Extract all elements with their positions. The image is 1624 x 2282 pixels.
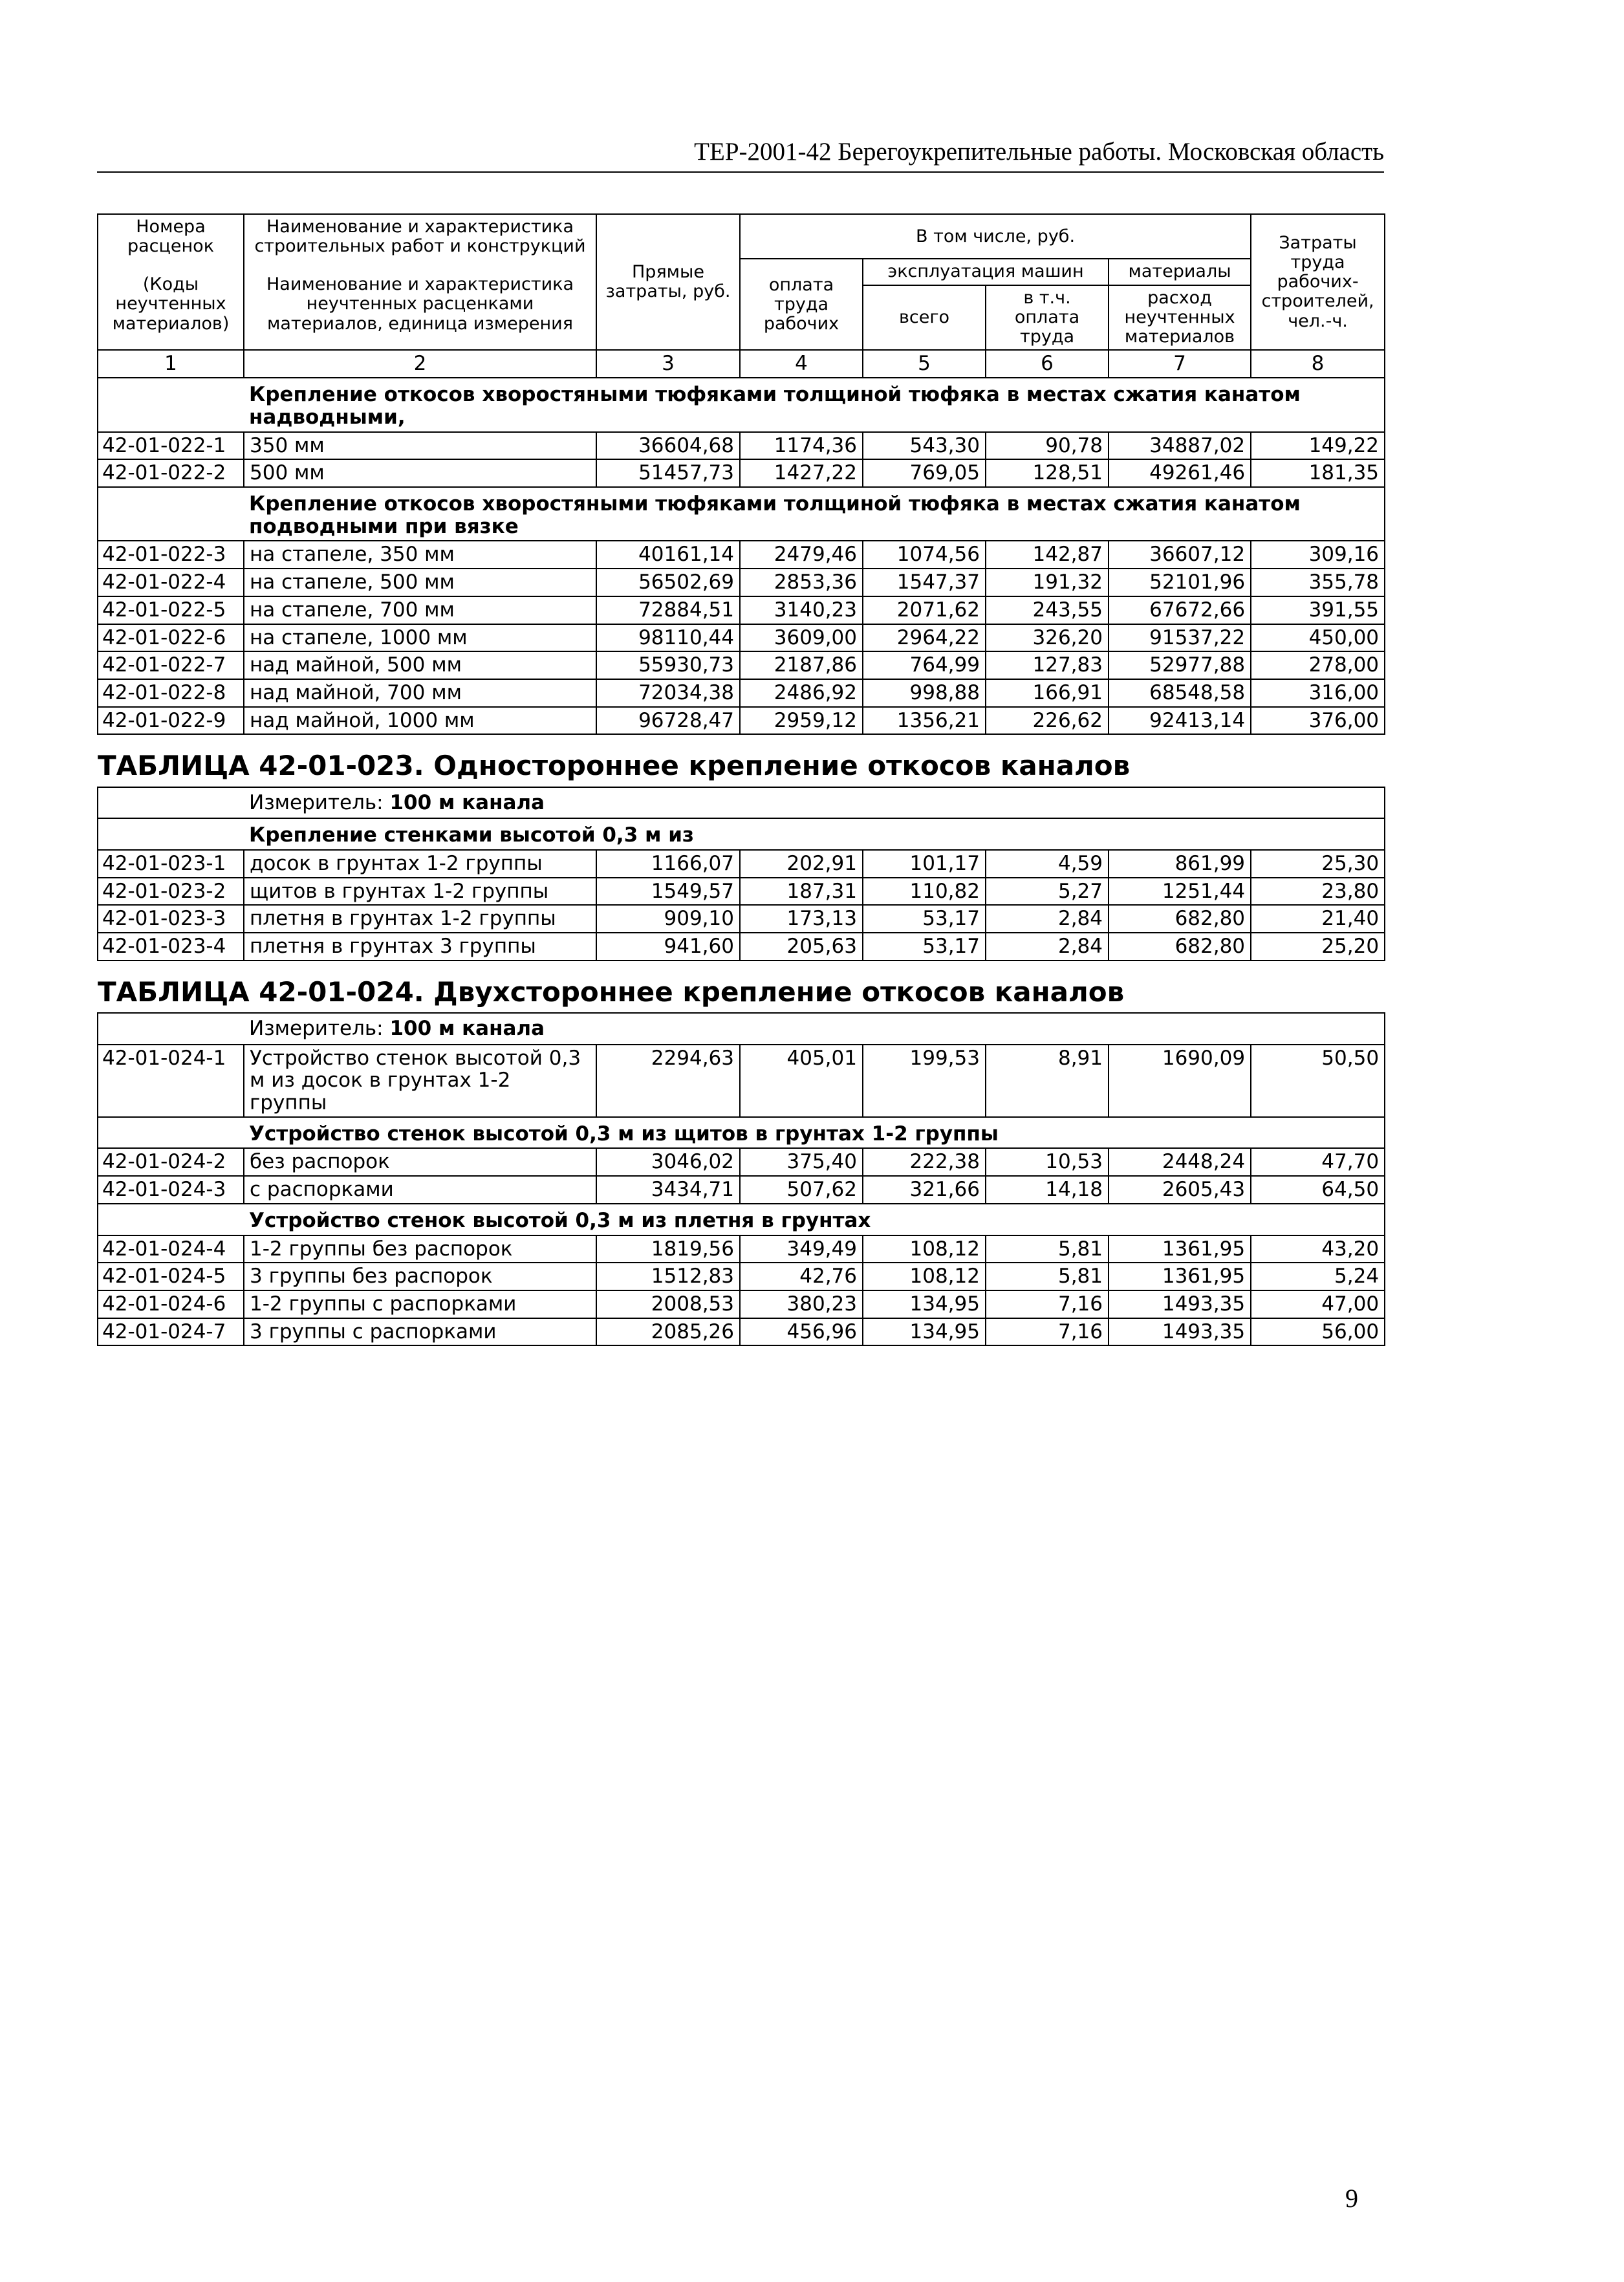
wages: 205,63 (740, 933, 863, 961)
table-row (98, 905, 1385, 933)
work-name: на стапеле, 1000 мм (244, 624, 596, 652)
table-row (98, 878, 1385, 906)
materials: 1493,35 (1109, 1318, 1251, 1346)
rate-code: 42-01-022-6 (98, 624, 244, 652)
table-caption: ТАБЛИЦА 42-01-024. Двухстороннее крепление откосов каналов (98, 975, 1125, 1008)
wages: 405,01 (740, 1045, 863, 1117)
labor-hours: 316,00 (1251, 679, 1385, 707)
wages: 202,91 (740, 850, 863, 878)
machines-wages: 326,20 (986, 624, 1109, 652)
work-name: 3 группы без распорок (244, 1263, 596, 1290)
direct-costs: 72884,51 (596, 596, 740, 624)
rate-code: 42-01-024-6 (98, 1290, 244, 1318)
header-labor-hours: Затраты труда рабочих-строителей, чел.-ч. (1251, 214, 1385, 350)
machines-total: 2964,22 (863, 624, 986, 652)
machines-wages: 226,62 (986, 707, 1109, 735)
machines-wages: 90,78 (986, 432, 1109, 460)
machines-total: 321,66 (863, 1176, 986, 1204)
page-number: 9 (1345, 2184, 1358, 2213)
rate-code: 42-01-023-3 (98, 905, 244, 933)
work-name: досок в грунтах 1-2 группы (244, 850, 596, 878)
table-row (98, 432, 1385, 460)
work-name: плетня в грунтах 1-2 группы (244, 905, 596, 933)
measure-label: Измеритель: (249, 790, 390, 814)
direct-costs: 1819,56 (596, 1235, 740, 1263)
rate-code: 42-01-024-5 (98, 1263, 244, 1290)
machines-total: 53,17 (863, 933, 986, 961)
machines-wages: 10,53 (986, 1148, 1109, 1176)
table-caption-row (98, 734, 1385, 787)
column-number: 4 (740, 350, 863, 378)
machines-total: 134,95 (863, 1318, 986, 1346)
direct-costs: 98110,44 (596, 624, 740, 652)
table-row (98, 707, 1385, 735)
header-materials-consumption: расход неучтенных материалов (1109, 285, 1251, 351)
table-row (98, 1148, 1385, 1176)
machines-total: 199,53 (863, 1045, 986, 1117)
section-title: Крепление стенками высотой 0,3 м из (244, 818, 1385, 850)
wages: 456,96 (740, 1318, 863, 1346)
materials: 682,80 (1109, 905, 1251, 933)
wages: 2187,86 (740, 651, 863, 679)
direct-costs: 51457,73 (596, 459, 740, 487)
materials: 1493,35 (1109, 1290, 1251, 1318)
work-name: 1-2 группы без распорок (244, 1235, 596, 1263)
table-row (98, 1235, 1385, 1263)
section-title: Крепление откосов хворостяными тюфяками толщиной тюфяка в местах сжатия канатом надводными, (244, 378, 1385, 431)
wages: 380,23 (740, 1290, 863, 1318)
materials: 52101,96 (1109, 569, 1251, 596)
table-row (98, 933, 1385, 961)
rate-code: 42-01-024-3 (98, 1176, 244, 1204)
machines-wages: 191,32 (986, 569, 1109, 596)
machines-wages: 127,83 (986, 651, 1109, 679)
labor-hours: 391,55 (1251, 596, 1385, 624)
labor-hours: 47,00 (1251, 1290, 1385, 1318)
labor-hours: 23,80 (1251, 878, 1385, 906)
machines-total: 1547,37 (863, 569, 986, 596)
direct-costs: 1512,83 (596, 1263, 740, 1290)
machines-total: 53,17 (863, 905, 986, 933)
wages: 173,13 (740, 905, 863, 933)
labor-hours: 355,78 (1251, 569, 1385, 596)
labor-hours: 43,20 (1251, 1235, 1385, 1263)
direct-costs: 72034,38 (596, 679, 740, 707)
machines-wages: 2,84 (986, 933, 1109, 961)
header-machines: эксплуатация машин (863, 259, 1109, 285)
materials: 91537,22 (1109, 624, 1251, 652)
direct-costs: 941,60 (596, 933, 740, 961)
section-row (98, 1204, 1385, 1235)
wages: 507,62 (740, 1176, 863, 1204)
machines-wages: 166,91 (986, 679, 1109, 707)
direct-costs: 96728,47 (596, 707, 740, 735)
header-wages: оплата труда рабочих (740, 259, 863, 350)
wages: 349,49 (740, 1235, 863, 1263)
work-name: над майной, 1000 мм (244, 707, 596, 735)
machines-total: 134,95 (863, 1290, 986, 1318)
machines-wages: 5,81 (986, 1235, 1109, 1263)
measure-row (98, 1013, 1385, 1045)
wages: 2479,46 (740, 541, 863, 569)
labor-hours: 278,00 (1251, 651, 1385, 679)
work-name: с распорками (244, 1176, 596, 1204)
wages: 2959,12 (740, 707, 863, 735)
labor-hours: 50,50 (1251, 1045, 1385, 1117)
measure-value: 100 м канала (389, 790, 545, 814)
wages: 187,31 (740, 878, 863, 906)
machines-total: 543,30 (863, 432, 986, 460)
header-material-name: Наименование и характеристика неучтенных расценками материалов, единица измерения (244, 259, 596, 350)
table-header-row (98, 214, 1385, 259)
table-row (98, 459, 1385, 487)
header-codes: Номера расценок (98, 214, 244, 259)
table-row (98, 679, 1385, 707)
machines-wages: 7,16 (986, 1290, 1109, 1318)
wages: 42,76 (740, 1263, 863, 1290)
header-machines-total: всего (863, 285, 986, 351)
section-title: Крепление откосов хворостяными тюфяками толщиной тюфяка в местах сжатия канатом подводными при вязке (244, 487, 1385, 541)
labor-hours: 47,70 (1251, 1148, 1385, 1176)
labor-hours: 21,40 (1251, 905, 1385, 933)
materials: 1690,09 (1109, 1045, 1251, 1117)
section-row (98, 1117, 1385, 1149)
column-number: 6 (986, 350, 1109, 378)
machines-total: 222,38 (863, 1148, 986, 1176)
section-row (98, 818, 1385, 850)
rate-code: 42-01-022-2 (98, 459, 244, 487)
labor-hours: 181,35 (1251, 459, 1385, 487)
direct-costs: 1166,07 (596, 850, 740, 878)
wages: 1174,36 (740, 432, 863, 460)
rate-code: 42-01-022-8 (98, 679, 244, 707)
materials: 49261,46 (1109, 459, 1251, 487)
machines-wages: 5,27 (986, 878, 1109, 906)
running-header: ТЕР-2001-42 Берегоукрепительные работы. Московская область (97, 137, 1384, 173)
machines-wages: 5,81 (986, 1263, 1109, 1290)
column-number: 2 (244, 350, 596, 378)
rate-code: 42-01-022-3 (98, 541, 244, 569)
machines-total: 110,82 (863, 878, 986, 906)
table-row (98, 850, 1385, 878)
machines-total: 108,12 (863, 1263, 986, 1290)
rate-code: 42-01-024-7 (98, 1318, 244, 1346)
work-name: Устройство стенок высотой 0,3 м из досок в грунтах 1-2 группы (244, 1045, 596, 1117)
header-materials: материалы (1109, 259, 1251, 285)
section-title: Устройство стенок высотой 0,3 м из щитов в грунтах 1-2 группы (244, 1117, 1385, 1149)
labor-hours: 149,22 (1251, 432, 1385, 460)
direct-costs: 2294,63 (596, 1045, 740, 1117)
header-machines-wages: в т.ч. оплата труда (986, 285, 1109, 351)
work-name: 350 мм (244, 432, 596, 460)
header-material-codes: (Коды неучтенных материалов) (98, 259, 244, 350)
labor-hours: 64,50 (1251, 1176, 1385, 1204)
materials: 2605,43 (1109, 1176, 1251, 1204)
machines-total: 764,99 (863, 651, 986, 679)
table-row (98, 1176, 1385, 1204)
labor-hours: 56,00 (1251, 1318, 1385, 1346)
direct-costs: 36604,68 (596, 432, 740, 460)
work-name: на стапеле, 700 мм (244, 596, 596, 624)
rate-code: 42-01-024-1 (98, 1045, 244, 1117)
work-name: на стапеле, 500 мм (244, 569, 596, 596)
wages: 1427,22 (740, 459, 863, 487)
materials: 2448,24 (1109, 1148, 1251, 1176)
table-row (98, 569, 1385, 596)
machines-total: 998,88 (863, 679, 986, 707)
column-number: 8 (1251, 350, 1385, 378)
machines-total: 108,12 (863, 1235, 986, 1263)
wages: 3140,23 (740, 596, 863, 624)
labor-hours: 25,30 (1251, 850, 1385, 878)
machines-wages: 8,91 (986, 1045, 1109, 1117)
table-row (98, 1045, 1385, 1117)
direct-costs: 55930,73 (596, 651, 740, 679)
machines-total: 101,17 (863, 850, 986, 878)
materials: 1361,95 (1109, 1263, 1251, 1290)
machines-wages: 128,51 (986, 459, 1109, 487)
direct-costs: 2008,53 (596, 1290, 740, 1318)
direct-costs: 1549,57 (596, 878, 740, 906)
table-row (98, 1290, 1385, 1318)
materials: 52977,88 (1109, 651, 1251, 679)
table-row (98, 541, 1385, 569)
work-name: щитов в грунтах 1-2 группы (244, 878, 596, 906)
machines-wages: 2,84 (986, 905, 1109, 933)
column-number: 5 (863, 350, 986, 378)
direct-costs: 909,10 (596, 905, 740, 933)
labor-hours: 5,24 (1251, 1263, 1385, 1290)
table-row (98, 596, 1385, 624)
materials: 68548,58 (1109, 679, 1251, 707)
column-number: 7 (1109, 350, 1251, 378)
wages: 375,40 (740, 1148, 863, 1176)
materials: 1251,44 (1109, 878, 1251, 906)
table-row (98, 624, 1385, 652)
machines-total: 2071,62 (863, 596, 986, 624)
measure-row (98, 787, 1385, 819)
column-number: 3 (596, 350, 740, 378)
rate-code: 42-01-022-9 (98, 707, 244, 735)
materials: 92413,14 (1109, 707, 1251, 735)
rate-code: 42-01-024-4 (98, 1235, 244, 1263)
rate-code: 42-01-023-2 (98, 878, 244, 906)
direct-costs: 3434,71 (596, 1176, 740, 1204)
table-row (98, 1263, 1385, 1290)
labor-hours: 450,00 (1251, 624, 1385, 652)
wages: 2853,36 (740, 569, 863, 596)
header-direct-costs: Прямые затраты, руб. (596, 214, 740, 350)
work-name: без распорок (244, 1148, 596, 1176)
table-row (98, 1318, 1385, 1346)
materials: 1361,95 (1109, 1235, 1251, 1263)
section-row (98, 487, 1385, 541)
work-name: над майной, 700 мм (244, 679, 596, 707)
machines-wages: 243,55 (986, 596, 1109, 624)
machines-total: 769,05 (863, 459, 986, 487)
rate-code: 42-01-022-4 (98, 569, 244, 596)
machines-total: 1356,21 (863, 707, 986, 735)
table-row (98, 651, 1385, 679)
wages: 3609,00 (740, 624, 863, 652)
materials: 67672,66 (1109, 596, 1251, 624)
machines-wages: 14,18 (986, 1176, 1109, 1204)
labor-hours: 309,16 (1251, 541, 1385, 569)
measure-value: 100 м канала (389, 1016, 545, 1040)
materials: 682,80 (1109, 933, 1251, 961)
header-group-including: В том числе, руб. (740, 214, 1251, 259)
header-name: Наименование и характеристика строительных работ и конструкций (244, 214, 596, 259)
direct-costs: 56502,69 (596, 569, 740, 596)
work-name: на стапеле, 350 мм (244, 541, 596, 569)
rate-code: 42-01-022-1 (98, 432, 244, 460)
machines-wages: 7,16 (986, 1318, 1109, 1346)
work-name: 3 группы с распорками (244, 1318, 596, 1346)
labor-hours: 376,00 (1251, 707, 1385, 735)
work-name: 1-2 группы с распорками (244, 1290, 596, 1318)
measure-label: Измеритель: (249, 1016, 390, 1040)
wages: 2486,92 (740, 679, 863, 707)
section-row (98, 378, 1385, 431)
labor-hours: 25,20 (1251, 933, 1385, 961)
direct-costs: 3046,02 (596, 1148, 740, 1176)
section-title: Устройство стенок высотой 0,3 м из плетня в грунтах (244, 1204, 1385, 1235)
rates-table (97, 213, 1385, 1346)
column-number: 1 (98, 350, 244, 378)
rate-code: 42-01-023-4 (98, 933, 244, 961)
direct-costs: 40161,14 (596, 541, 740, 569)
machines-total: 1074,56 (863, 541, 986, 569)
rate-code: 42-01-022-7 (98, 651, 244, 679)
materials: 36607,12 (1109, 541, 1251, 569)
rate-code: 42-01-022-5 (98, 596, 244, 624)
column-numbers-row (98, 350, 1385, 378)
machines-wages: 4,59 (986, 850, 1109, 878)
table-caption-row (98, 961, 1385, 1013)
work-name: плетня в грунтах 3 группы (244, 933, 596, 961)
rate-code: 42-01-024-2 (98, 1148, 244, 1176)
work-name: 500 мм (244, 459, 596, 487)
rate-code: 42-01-023-1 (98, 850, 244, 878)
direct-costs: 2085,26 (596, 1318, 740, 1346)
materials: 861,99 (1109, 850, 1251, 878)
table-caption: ТАБЛИЦА 42-01-023. Одностороннее крепление откосов каналов (98, 750, 1131, 782)
work-name: над майной, 500 мм (244, 651, 596, 679)
table-header-row (98, 259, 1385, 285)
machines-wages: 142,87 (986, 541, 1109, 569)
materials: 34887,02 (1109, 432, 1251, 460)
